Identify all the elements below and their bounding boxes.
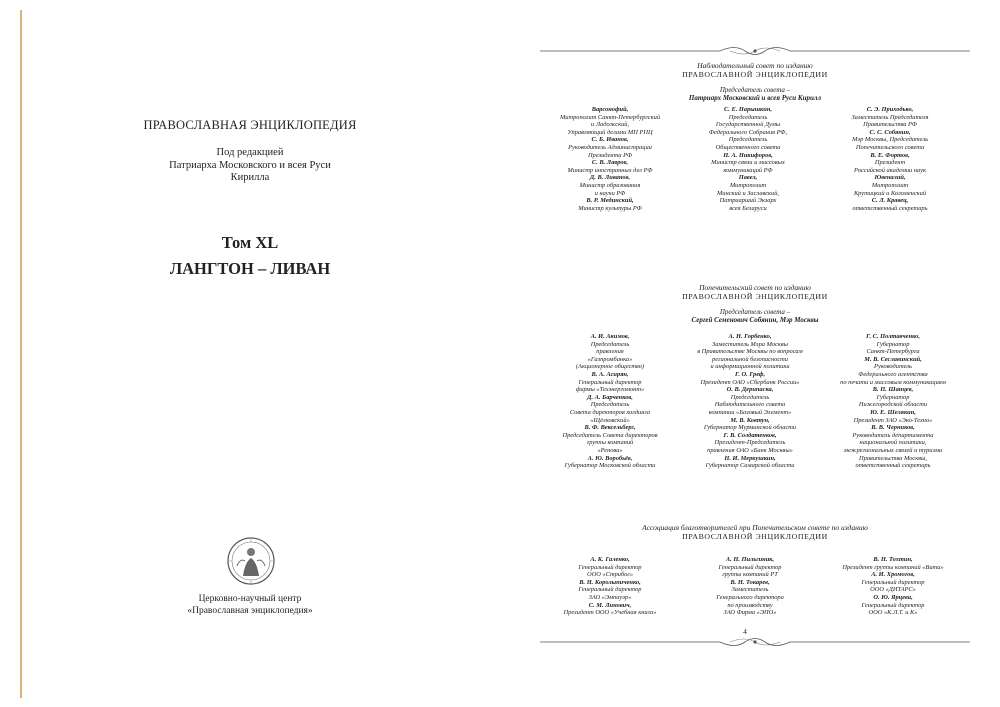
right-page [500,0,1000,707]
member-role: Совета директоров холдинга [569,408,651,416]
member-role: группы компаний РТ [722,571,778,579]
member-name: Павел, [738,174,758,182]
member-name: С. В. Лавров, [591,159,629,167]
member-name: В. Е. Фортов, [870,151,910,159]
member-role: Президент [874,159,906,167]
member-entry [540,197,680,212]
publisher-line: Церковно-научный центр [198,594,302,604]
member-entry [820,197,960,212]
member-name: С. М. Линович, [588,601,632,609]
member-entry [818,333,968,356]
member-role: Президент группы компаний «Вита» [842,563,944,571]
member-entry [538,371,682,394]
member-entry [820,129,960,152]
member-role: Крутицкий и Коломенский [853,189,927,197]
trustees-council-header [560,283,950,325]
member-name: В. Н. Токарев, [730,578,770,586]
member-name: Г. С. Полтавченко, [866,333,920,340]
member-role: национальной политики, [859,439,927,447]
member-entry [540,159,680,174]
benefactors-column-2 [680,556,820,617]
member-role: Государственной Думы [715,121,781,129]
member-role: Председатель [728,136,768,144]
supervisory-column-3 [820,106,960,212]
member-entry [538,455,682,470]
member-role: по производству [727,601,773,609]
member-entry [680,455,820,470]
member-role: Председатель [730,393,770,401]
member-name: В. Р. Мединский, [586,197,634,205]
member-name: Н. А. Никифоров, [723,151,773,159]
member-entry [538,579,682,602]
member-role: Генерального директора [716,593,784,601]
benefactors-kicker: Ассоциация благотворителей при Попечительском совете по изданию [642,523,868,532]
member-name: С. Э. Приходько, [866,106,914,113]
member-name: С. С. Собянин, [869,128,911,136]
member-entry [818,386,968,409]
member-name: В. А. Асирян, [591,370,629,378]
member-entry [680,579,820,617]
member-entry [680,432,820,455]
publisher [130,594,370,617]
member-role: Председатель Совета директоров [562,431,658,439]
member-role: Генеральный директор [861,578,925,586]
member-role: Президента РФ [588,151,632,159]
member-role: Министр связи и массовых [711,159,785,167]
member-role: ответственный секретарь [852,204,928,212]
member-role: Минский и Заславский, [716,189,780,197]
member-role: Председатель [590,340,630,348]
member-name: Н. И. Меркушкин, [724,454,776,462]
member-entry [818,409,968,424]
member-name: В. В. Черников, [871,424,915,432]
member-name: А. Н. Горбенко, [728,333,772,340]
supervisory-kicker: Наблюдательный совет по изданию [697,61,813,70]
member-role: ЗАО «Эмпауэр» [588,593,632,601]
member-role: Губернатор [876,340,910,348]
supervisory-chair-label: Председатель совета – [719,85,791,94]
trustees-chair-name: Сергей Семенович Собянин, Мэр Москвы [691,316,819,324]
member-entry [538,602,682,617]
trustees-column-1 [538,333,682,470]
member-role: в Правительстве Москвы по вопросам [697,348,803,356]
member-name: А. К. Галенко, [590,556,630,563]
member-role: Митрополит [729,181,767,189]
member-role: и информационной политики [710,363,790,371]
member-entry [540,106,680,136]
member-role: Генеральный директор [578,586,642,594]
member-role: Генеральный директор [578,378,642,386]
member-role: ООО «К.Л.Т. и К» [868,609,918,617]
member-role: «Ренова» [597,446,623,454]
member-role: Губернатор Мурманской области [703,424,797,432]
member-entry [818,356,968,386]
member-role: и Ладожский, [590,121,630,129]
supervisory-chair-name: Патриарх Московский и всея Руси Кирилл [688,94,822,102]
trustees-chair-label: Председатель совета – [719,307,791,316]
supervisory-column-1 [540,106,680,212]
member-entry [683,152,813,175]
member-role: Патриарший Экзарх [719,197,777,205]
member-entry [538,424,682,454]
member-role: межрегиональных связей и туризма [843,446,943,454]
member-role: Руководитель [874,363,912,371]
member-role: группы компаний [586,439,634,447]
edited-by [130,147,370,185]
member-role: Федерального агентства [858,370,928,378]
member-role: Попечительского совета [855,143,925,151]
member-role: Министр образования [579,181,641,189]
edited-by-line: Под редакцией [216,147,284,158]
member-name: В. П. Шанцев, [872,386,914,394]
supervisory-council-header [560,61,950,103]
member-entry [680,371,820,386]
member-name: Д. А. Барченков, [587,393,633,401]
member-role: Российской академии наук [854,166,926,174]
member-role: Президент ОАО «Сбербанк России» [700,378,800,386]
member-entry [818,424,968,470]
benefactors-header [560,523,950,542]
member-role: Президент-Председатель [714,439,786,447]
volume-number: Том XL [221,233,279,252]
member-name: М. В. Сеславинский, [864,355,922,363]
member-role: Общественного совета [715,143,781,151]
member-role: региональной безопасности [712,355,788,363]
benefactors-title: ПРАВОСЛАВНОЙ ЭНЦИКЛОПЕДИИ [682,532,828,541]
member-entry [538,556,682,579]
trustees-title: ПРАВОСЛАВНОЙ ЭНЦИКЛОПЕДИИ [682,292,828,301]
trustees-column-3 [818,333,968,470]
trustees-column-2 [680,333,820,470]
member-name: О. Ю. Ярцева, [873,593,913,601]
member-role: Санкт-Петербурга [866,348,920,356]
member-name: Г. В. Солдатенков, [723,431,777,439]
trustees-kicker: Попечительский совет по изданию [699,283,811,292]
member-role: Президент ЗАО «Эко-Техно» [853,416,933,424]
member-name: Г. О. Греф, [734,370,766,378]
member-entry [820,106,960,129]
member-name: В. Н. Тохтин, [873,556,913,563]
member-entry [540,174,680,197]
page-edge-line [20,10,22,698]
member-name: О. В. Дерипаска, [726,386,774,394]
member-role: «Газпромбанка» [587,355,633,363]
member-role: правления ОАО «Банк Москвы» [707,446,793,454]
member-role: Президент ООО «Учебная книга» [563,609,657,617]
member-name: А. Н. Пильгиник, [725,556,775,563]
member-role: компании «Базовый Элемент» [708,408,792,416]
supervisory-title: ПРАВОСЛАВНОЙ ЭНЦИКЛОПЕДИИ [682,70,828,79]
member-name: А. И. Акимов, [590,333,630,340]
member-role: и науки РФ [594,189,626,197]
benefactors-column-3 [818,556,968,617]
member-role: Губернатор [876,393,910,401]
member-role: Управляющий делами МП РПЦ [567,128,653,136]
publisher-line: «Православная энциклопедия» [187,605,313,616]
publisher-seal-icon [226,536,276,586]
member-role: Министр культуры РФ [578,204,642,212]
member-entry [683,106,813,152]
member-role: Митрополит Санкт-Петербургский [559,113,661,121]
member-role: Митрополит [871,181,909,189]
member-entry [680,556,820,579]
member-role: Председатель [728,113,768,121]
member-entry [540,136,680,159]
encyclopedia-title: ПРАВОСЛАВНАЯ ЭНЦИКЛОПЕДИЯ [143,118,357,132]
member-name: Д. В. Ливанов, [589,174,631,182]
member-name: С. Е. Нарышкин, [724,106,772,113]
member-name: Ю. Е. Шелякин, [870,408,916,416]
member-entry [683,174,813,212]
member-role: Генеральный директор [578,563,642,571]
edited-by-line: Патриарха Московского и всея Руси [169,159,331,171]
member-entry [818,571,968,594]
member-role: Министр иностранных дел РФ [567,166,653,174]
member-name: В. Н. Королыпиченко, [579,578,641,586]
member-role: правления [596,348,624,356]
member-role: Нижегородской области [858,401,928,409]
member-name: С. Б. Иванов, [591,136,629,144]
member-role: Мэр Москвы, Председатель [851,136,929,144]
member-entry [820,174,960,197]
member-role: Правительства РФ [863,121,917,129]
volume-range: ЛАНГТОН – ЛИВАН [169,259,331,278]
member-role: Наблюдательного совета [714,401,786,409]
member-name: В. Ф. Вексельберг, [584,424,636,432]
member-role: Заместитель Председателя [851,113,929,121]
member-role: Федерального Собрания РФ, [708,128,788,136]
member-role: Руководитель Администрации [568,143,652,151]
member-role: по печати и массовым коммуникациям [840,378,946,386]
bottom-ornament-icon [540,634,970,650]
member-role: Правительства Москвы, [859,454,927,462]
member-role: «Щёлковский» [590,416,630,424]
member-role: ООО «ДИТАРС» [870,586,916,594]
top-ornament-icon [540,43,970,59]
member-role: Генеральный директор [861,601,925,609]
member-entry [538,394,682,424]
member-role: коммуникаций РФ [723,166,773,174]
page-number: 4 [743,627,747,636]
member-entry [538,333,682,371]
member-entry [818,556,968,571]
member-name: С. Л. Кравец, [871,197,909,205]
member-name: А. Ю. Воробьёв, [587,454,633,462]
member-role: всея Беларуси [729,204,767,212]
member-role: Губернатор Самарской области [705,462,795,470]
member-entry [820,152,960,175]
member-entry [680,333,820,371]
member-role: фирмы «Техэнергомонт» [575,386,645,394]
member-name: М. В. Ковтун, [730,416,770,424]
member-name: Ювеналий, [874,174,906,182]
member-role: ООО «Стрибог» [586,571,633,579]
member-entry [818,594,968,617]
member-entry [680,386,820,416]
member-name: А. И. Хромогов, [871,571,915,579]
member-role: Заместитель [731,586,769,594]
member-role: Генеральный директор [718,563,782,571]
member-entry [680,417,820,432]
benefactors-column-1 [538,556,682,617]
member-role: ответственный секретарь [855,462,931,470]
member-role: Заместитель Мэра Москвы [712,340,788,348]
supervisory-column-2 [683,106,813,212]
edited-by-line: Кирилла [230,172,270,183]
member-name: Варсонофий, [591,106,629,113]
member-role: Председатель [590,401,630,409]
member-role: (Акционерное общество) [575,363,645,371]
member-role: ЗАО Фирма «ЭПО» [723,609,777,617]
member-role: Руководитель департамента [852,431,934,439]
member-role: Губернатор Московской области [564,462,656,470]
